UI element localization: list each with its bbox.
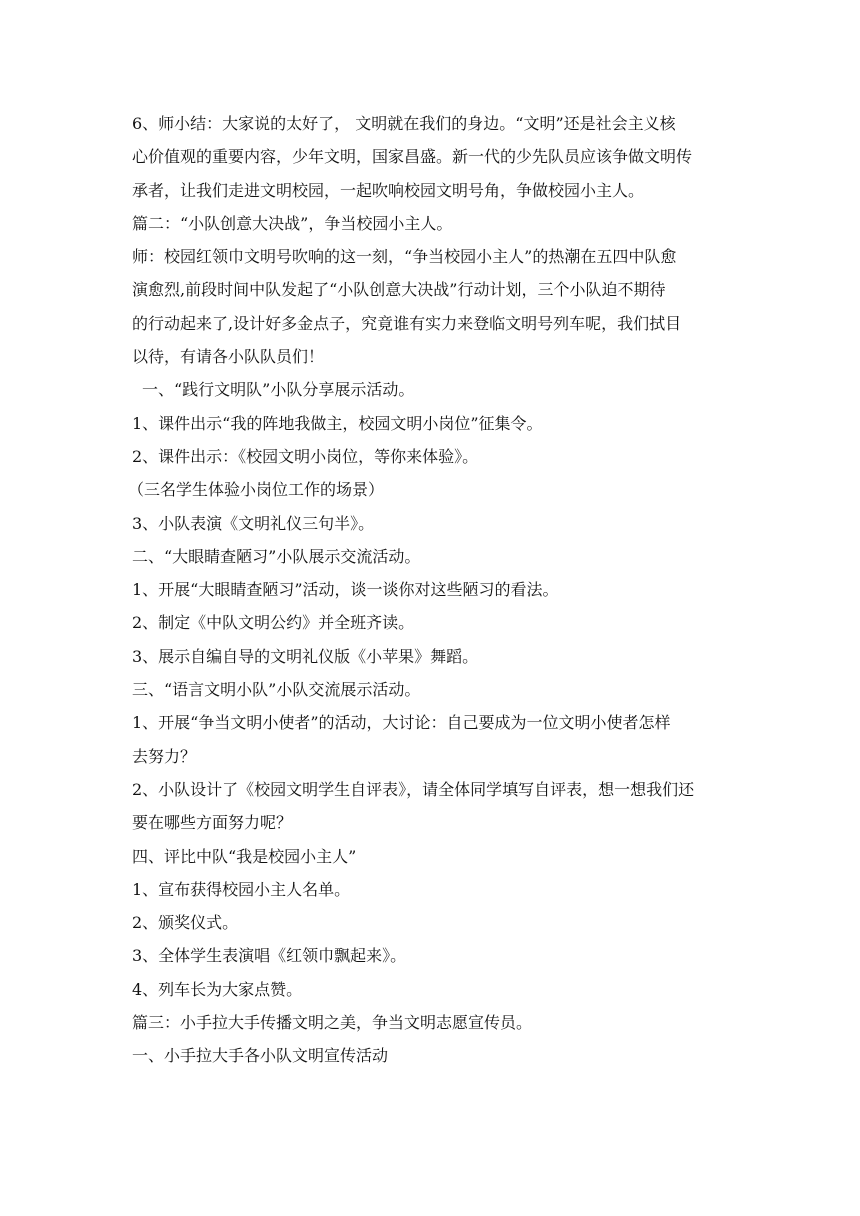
document-page [128, 110, 732, 1076]
list-item-continuation: 要在哪些方面努力呢？ [132, 813, 293, 833]
list-item: 3、展示自编自导的文明礼仪版《小苹果》舞蹈。 [132, 646, 479, 666]
list-item: 3、全体学生表演唱《红领巾飘起来》。 [132, 946, 407, 966]
list-item: 1、开展“大眼睛查陋习”活动，谈一谈你对这些陋习的看法。 [132, 580, 559, 600]
list-item: 4、列车长为大家点赞。 [132, 979, 303, 999]
paragraph-line: 以待，有请各小队队员们！ [132, 347, 325, 367]
list-item: 1、宣布获得校园小主人名单。 [132, 879, 351, 899]
paragraph-line: 的行动起来了,设计好多金点子，究竟谁有实力来登临文明号列车呢，我们拭目 [132, 313, 682, 333]
paragraph-line: 承者，让我们走进文明校园，一起吹响校园文明号角，争做校园小主人。 [132, 180, 645, 200]
paragraph-line: 心价值观的重要内容，少年文明，国家昌盛。新一代的少先队员应该争做文明传 [132, 147, 693, 167]
list-item: 2、颁奖仪式。 [132, 913, 239, 933]
section-heading: 篇二：“小队创意大决战”，争当校园小主人。 [132, 213, 453, 233]
subsection-heading: 四、评比中队“我是校园小主人” [132, 846, 357, 866]
paragraph-line: 师：校园红领巾文明号吹响的这一刻，“争当校园小主人”的热潮在五四中队愈 [132, 247, 677, 267]
list-item: 1、课件出示“我的阵地我做主，校园文明小岗位”征集令。 [132, 413, 543, 433]
paragraph-line: （三名学生体验小岗位工作的场景） [128, 480, 385, 500]
section-heading: 篇三：小手拉大手传播文明之美，争当文明志愿宣传员。 [132, 1013, 533, 1033]
list-item: 3、小队表演《文明礼仪三句半》。 [132, 513, 375, 533]
list-item-continuation: 去努力？ [132, 746, 197, 766]
paragraph-line: 演愈烈,前段时间中队发起了“小队创意大决战”行动计划，三个小队迫不期待 [132, 280, 666, 300]
paragraph-line: 6、师小结：大家说的太好了， 文明就在我们的身边。“文明”还是社会主义核 [132, 114, 676, 133]
list-item: 2、课件出示：《校园文明小岗位，等你来体验》。 [132, 446, 479, 466]
subsection-heading: 一、小手拉大手各小队文明宣传活动 [132, 1046, 389, 1066]
subsection-heading: 三、“语言文明小队”小队交流展示活动。 [132, 680, 421, 700]
list-item: 2、制定《中队文明公约》并全班齐读。 [132, 613, 415, 633]
subsection-heading: 一、“践行文明队”小队分享展示活动。 [142, 380, 415, 400]
list-item: 2、小队设计了《校园文明学生自评表》，请全体同学填写自评表，想一想我们还 [132, 779, 695, 799]
subsection-heading: 二、“大眼睛查陋习”小队展示交流活动。 [132, 546, 421, 566]
list-item: 1、开展“争当文明小使者”的活动，大讨论：自己要成为一位文明小使者怎样 [132, 713, 671, 733]
